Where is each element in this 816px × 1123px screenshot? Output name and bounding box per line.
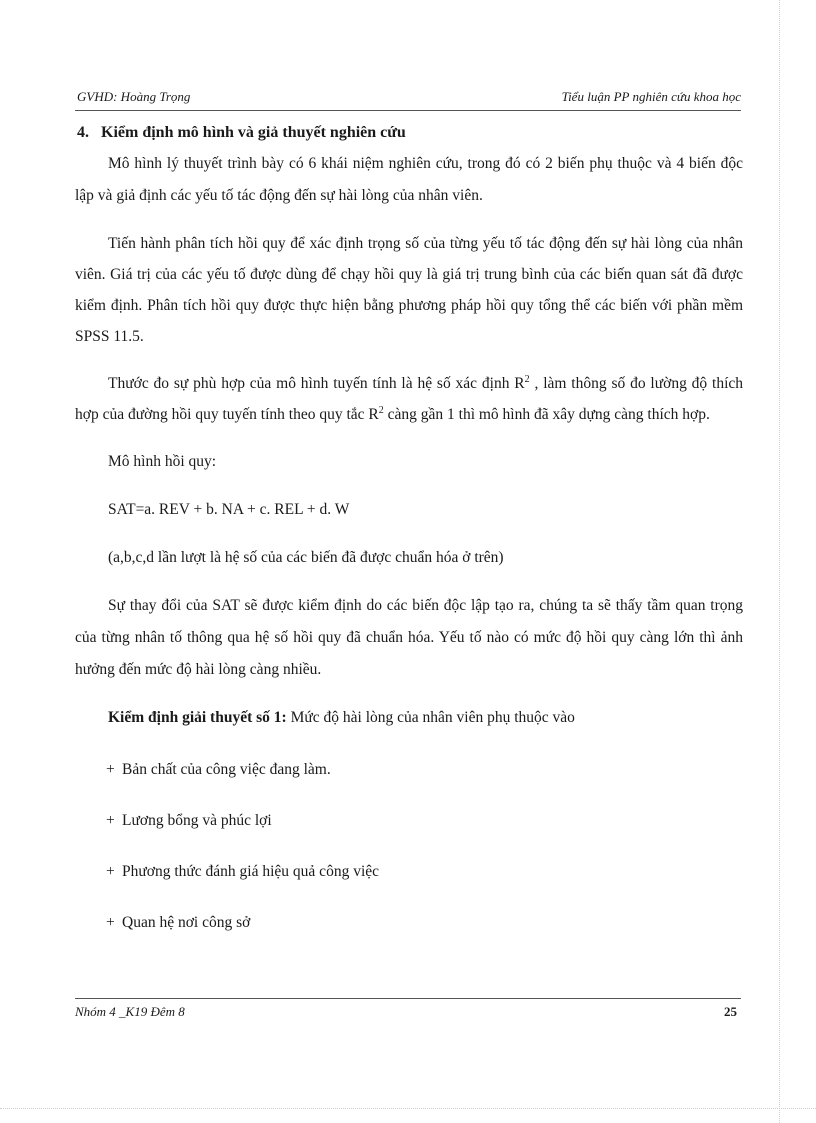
superscript-2-second: 2: [378, 405, 384, 416]
footer-group: Nhóm 4 _K19 Đêm 8: [75, 1004, 185, 1019]
paragraph-sat-change: Sự thay đổi của SAT sẽ được kiểm định do các biến độc lập tạo ra, chúng ta sẽ thấy tầm quan trọng của từng nhân tố thông qua hệ số hồi quy đã chuẩn hóa. Yếu tố nào có mức độ hồi quy càng lớn thì ảnh hưởng đến mức độ hài lòng càng nhiều.: [75, 597, 743, 678]
hypothesis-line: [75, 702, 743, 734]
paragraph-r-squared: [75, 368, 743, 430]
list-item: [75, 857, 743, 887]
bullet-marker: +: [106, 812, 115, 829]
page-edge-right: [779, 0, 780, 1123]
superscript-2: 2: [524, 374, 530, 385]
bullet-marker: +: [106, 914, 115, 931]
list-item: [75, 806, 743, 836]
paragraph-model-description: Mô hình lý thuyết trình bày có 6 khái niệm nghiên cứu, trong đó có 2 biến phụ thuộc và 4 biến độc lập và giả định các yếu tố tác động đến sự hài lòng của nhân viên.: [75, 155, 743, 204]
r-squared-text-3: càng gần 1 thì mô hình đã xây dựng càng thích hợp.: [383, 406, 710, 423]
list-item: [75, 755, 743, 785]
model-label: Mô hình hồi quy:: [108, 453, 217, 470]
hypothesis-text: Mức độ hài lòng của nhân viên phụ thuộc vào: [286, 709, 575, 726]
hypothesis-label: Kiểm định giải thuyết số 1:: [108, 709, 287, 726]
regression-formula: SAT=a. REV + b. NA + c. REL + d. W: [108, 501, 350, 518]
bullet-text: Phương thức đánh giá hiệu quả công việc: [122, 863, 380, 880]
section-heading: [75, 118, 743, 148]
r-squared-text-2: , làm thông số đo lường độ thích hợp của đường hồi quy tuyến tính theo quy tắc R: [75, 375, 744, 423]
header-document-title: Tiểu luận PP nghiên cứu khoa học: [561, 89, 741, 104]
page-content: [75, 118, 743, 938]
bullet-text: Bản chất của công việc đang làm.: [122, 761, 331, 778]
coefficient-note: (a,b,c,d lần lượt là hệ số của các biến đã được chuẩn hóa ở trên): [108, 549, 504, 566]
bullet-text: Lương bổng và phúc lợi: [122, 812, 272, 829]
bullet-marker: +: [106, 761, 115, 778]
list-item: [75, 908, 743, 938]
bullet-marker: +: [106, 863, 115, 880]
page-edge-bottom: [0, 1108, 816, 1109]
page-number: 25: [724, 1004, 737, 1019]
bullet-text: Quan hệ nơi công sở: [122, 914, 251, 931]
paragraph-regression-analysis: Tiến hành phân tích hồi quy để xác định trọng số của từng yếu tố tác động đến sự hài lòng của nhân viên. Giá trị của các yếu tố được dùng để chạy hồi quy là giá trị trung bình của các biến quan sát đã được kiểm định. Phân tích hồi quy được thực hiện bằng phương pháp hồi quy tổng thể các biến với phần mềm SPSS 11.5.: [75, 235, 743, 345]
section-title: Kiểm định mô hình và giả thuyết nghiên cứu: [101, 124, 406, 141]
header-instructor: GVHD: Hoàng Trọng: [77, 89, 191, 104]
section-number: 4.: [77, 124, 89, 141]
r-squared-text-1: Thước đo sự phù hợp của mô hình tuyến tính là hệ số xác định R: [108, 375, 525, 392]
page-footer: [75, 998, 741, 1025]
page-header: [75, 86, 741, 111]
